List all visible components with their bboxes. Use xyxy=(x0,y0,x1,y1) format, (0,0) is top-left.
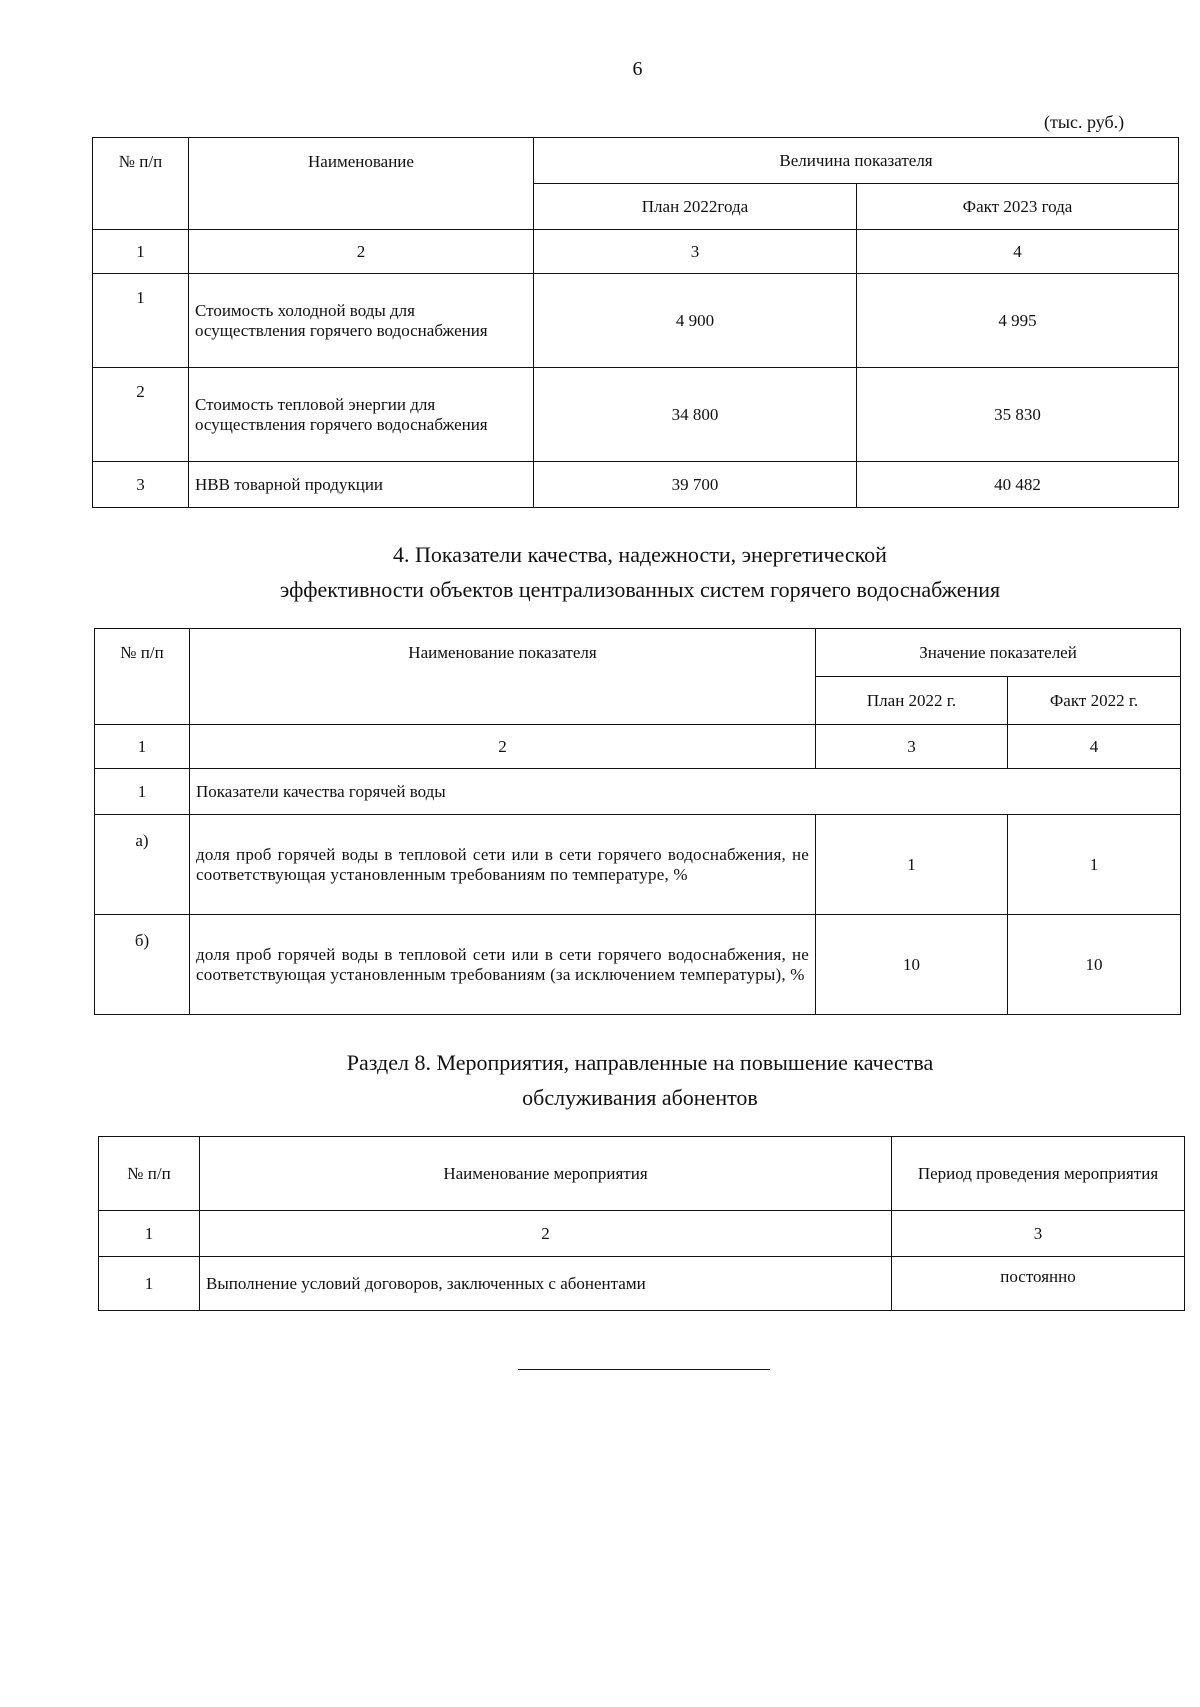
section-8-title-line2: обслуживания абонентов xyxy=(522,1085,758,1110)
column-number: 1 xyxy=(95,725,190,769)
column-number: 3 xyxy=(816,725,1008,769)
header-plan: План 2022года xyxy=(534,184,857,230)
row-name: Выполнение условий договоров, заключенных с абонентами xyxy=(200,1257,892,1311)
row-num: а) xyxy=(95,815,190,915)
table-row xyxy=(95,815,1181,915)
group-num: 1 xyxy=(95,769,190,815)
row-num: 1 xyxy=(93,274,189,368)
header-period: Период проведения мероприятия xyxy=(892,1137,1185,1211)
column-number: 4 xyxy=(857,230,1179,274)
group-row xyxy=(95,769,1181,815)
column-numbers-row xyxy=(95,725,1181,769)
row-fact: 10 xyxy=(1008,915,1181,1015)
row-plan: 4 900 xyxy=(534,274,857,368)
table-row xyxy=(99,1257,1185,1311)
row-name: Стоимость холодной воды для осуществления горячего водоснабжения xyxy=(189,274,534,368)
column-number: 4 xyxy=(1008,725,1181,769)
column-number: 2 xyxy=(190,725,816,769)
row-name: НВВ товарной продукции xyxy=(189,462,534,508)
header-plan: План 2022 г. xyxy=(816,677,1008,725)
closing-divider xyxy=(518,1369,770,1370)
header-name: Наименование показателя xyxy=(190,629,816,725)
header-name: Наименование xyxy=(189,138,534,230)
row-num: 2 xyxy=(93,368,189,462)
header-value: Величина показателя xyxy=(534,138,1179,184)
group-name: Показатели качества горячей воды xyxy=(190,769,1181,815)
section-8-title xyxy=(0,1045,1200,1115)
row-period: постоянно xyxy=(892,1257,1185,1311)
header-name: Наименование мероприятия xyxy=(200,1137,892,1211)
column-number: 3 xyxy=(892,1211,1185,1257)
column-number: 2 xyxy=(189,230,534,274)
column-number: 1 xyxy=(93,230,189,274)
row-num: б) xyxy=(95,915,190,1015)
row-fact: 1 xyxy=(1008,815,1181,915)
row-fact: 40 482 xyxy=(857,462,1179,508)
measures-table xyxy=(98,1136,1185,1311)
quality-indicators-table xyxy=(94,628,1181,1015)
column-number: 2 xyxy=(200,1211,892,1257)
header-num: № п/п xyxy=(95,629,190,725)
section-4-title xyxy=(0,537,1200,607)
table-row xyxy=(93,368,1179,462)
row-fact: 35 830 xyxy=(857,368,1179,462)
row-plan: 1 xyxy=(816,815,1008,915)
section-8-title-line1: Раздел 8. Мероприятия, направленные на повышение качества xyxy=(346,1050,934,1075)
table-row xyxy=(95,915,1181,1015)
row-plan: 39 700 xyxy=(534,462,857,508)
row-name: доля проб горячей воды в тепловой сети или в сети горячего водоснабжения, не соответствующая установленным требованиям (за исключением температуры), % xyxy=(190,915,816,1015)
row-num: 1 xyxy=(99,1257,200,1311)
column-numbers-row xyxy=(93,230,1179,274)
cost-table xyxy=(92,137,1179,508)
section-4-title-line1: 4. Показатели качества, надежности, энергетической xyxy=(393,542,887,567)
row-plan: 34 800 xyxy=(534,368,857,462)
header-num: № п/п xyxy=(99,1137,200,1211)
column-numbers-row xyxy=(99,1211,1185,1257)
row-name: доля проб горячей воды в тепловой сети или в сети горячего водоснабжения, не соответствующая установленным требованиям по температуре, % xyxy=(190,815,816,915)
column-number: 3 xyxy=(534,230,857,274)
row-plan: 10 xyxy=(816,915,1008,1015)
column-number: 1 xyxy=(99,1211,200,1257)
header-value: Значение показателей xyxy=(816,629,1181,677)
table-row xyxy=(93,274,1179,368)
row-num: 3 xyxy=(93,462,189,508)
section-4-title-line2: эффективности объектов централизованных систем горячего водоснабжения xyxy=(279,577,1001,602)
page-number: 6 xyxy=(632,58,643,80)
row-name: Стоимость тепловой энергии для осуществления горячего водоснабжения xyxy=(189,368,534,462)
units-label: (тыс. руб.) xyxy=(1044,112,1125,132)
row-fact: 4 995 xyxy=(857,274,1179,368)
table-row xyxy=(93,462,1179,508)
header-fact: Факт 2023 года xyxy=(857,184,1179,230)
header-num: № п/п xyxy=(93,138,189,230)
header-fact: Факт 2022 г. xyxy=(1008,677,1181,725)
